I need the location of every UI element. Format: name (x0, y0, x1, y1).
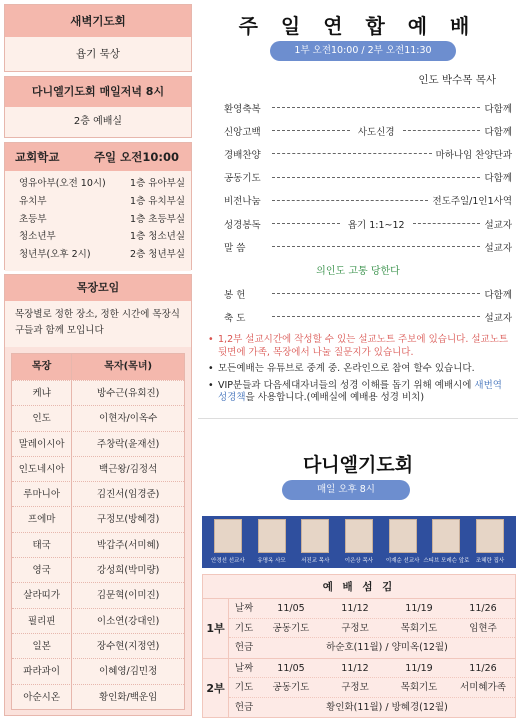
speaker-name: 안경선 선교사 (211, 558, 245, 564)
daniel-time-badge: 매일 오후 8시 (282, 480, 410, 500)
mokjang-leader: 이현자/이옥수 (71, 406, 184, 430)
school-row (19, 228, 185, 246)
note-item: • 1,2부 설교시간에 작성할 수 있는 설교노트 주보에 있습니다. 설교노트 뒷면에 가족, 목장에서 나눌 질문지가 있습니다. (208, 334, 514, 359)
order-item (224, 142, 512, 165)
school-row (19, 211, 185, 229)
school-room: 1층 유치부실 (130, 195, 185, 207)
mokjang-table (11, 353, 185, 710)
order-item (224, 119, 512, 142)
table-row (12, 633, 184, 658)
order-by: 전도주일/1인1사역 (432, 196, 512, 208)
schedule-date: 11/19 (405, 662, 433, 674)
header-mokjang: 목장 (12, 354, 71, 380)
mokjang-leader: 구정모(방혜경) (71, 507, 184, 531)
schedule-groups (203, 599, 515, 718)
mokjang-name: 말레이시아 (18, 438, 65, 450)
mokjang-leader: 이혜영/김민정 (71, 659, 184, 683)
schedule-rows (229, 599, 515, 658)
schedule-date: 11/05 (277, 662, 305, 674)
speaker-portrait (345, 519, 373, 553)
mokjang-name: 인도네시아 (18, 463, 65, 475)
church-school-section (4, 142, 192, 270)
order-by: 다함께 (484, 126, 512, 138)
order-leader-line (272, 293, 480, 294)
order-item (224, 235, 512, 258)
speaker-photo (341, 518, 377, 566)
row-label: 헌금 (234, 642, 254, 653)
mokjang-name: 케냐 (32, 388, 51, 399)
speaker-photo (385, 518, 421, 566)
table-row (12, 684, 184, 709)
dawn-prayer-title: 새벽기도회 (5, 5, 191, 37)
order-item (224, 212, 512, 235)
header-leader: 목자(목녀) (71, 354, 184, 380)
order-label: 성경봉독 (224, 219, 261, 231)
school-row (19, 193, 185, 211)
order-detail: 사도신경 (357, 126, 395, 138)
order-item (224, 96, 512, 119)
order-by: 마하나임 찬양단과 (435, 149, 512, 161)
mokjang-table-header (12, 354, 184, 380)
sermon-title: 의인도 고통 당한다 (316, 266, 400, 277)
church-school-header (5, 143, 191, 171)
left-column (4, 4, 192, 716)
note-text (218, 380, 514, 405)
mokjang-leader: 황인화/백운임 (71, 685, 184, 709)
schedule-offering: 하순호(11월) / 양미옥(12월) (326, 642, 448, 653)
speaker-photo (210, 518, 246, 566)
table-row (12, 658, 184, 683)
note-item: • 모든예배는 유튜브로 중계 중. 온라인으로 참여 할수 있습니다. (208, 363, 475, 374)
row-label: 기도 (234, 682, 254, 693)
daniel-evening-section (4, 76, 192, 138)
dawn-prayer-body: 욥기 묵상 (5, 37, 191, 71)
speaker-portrait (476, 519, 504, 553)
schedule-offering-row (229, 638, 515, 658)
note-text-highlight: 새번역 성경책 (218, 379, 502, 403)
mokjang-leader: 주창락(윤재선) (71, 432, 184, 456)
order-by: 다함께 (484, 173, 512, 185)
order-leader-line (413, 223, 481, 224)
mokjang-name: 인도 (32, 413, 51, 425)
mokjang-leader: 방수근(유회진) (71, 381, 184, 405)
order-leader-line (272, 316, 480, 317)
mokjang-name: 필리핀 (27, 615, 56, 627)
schedule-group (203, 599, 515, 659)
school-row (19, 246, 185, 264)
worship-order-list-2 (224, 282, 512, 328)
church-school-time: 주일 오전10:00 (93, 150, 179, 164)
order-label: 비전나눔 (224, 196, 261, 208)
school-row (19, 175, 185, 193)
schedule-prayer: 목회기도 (400, 682, 438, 693)
order-item (224, 305, 512, 328)
note-text: 1,2부 설교시간에 작성할 수 있는 설교노트 주보에 있습니다. 설교노트 뒷면에 가족, 목장에서 나눌 질문지가 있습니다. (218, 334, 509, 358)
order-item (224, 189, 512, 212)
order-label: 경배찬양 (224, 149, 261, 161)
speaker-photo (423, 518, 470, 566)
table-row (12, 405, 184, 430)
school-room: 1층 초등부실 (130, 213, 185, 225)
schedule-title: 예 배 섬 김 (203, 575, 515, 599)
school-dept: 초등부 (19, 213, 47, 225)
row-label: 기도 (234, 622, 254, 634)
worship-service-schedule (202, 574, 516, 718)
table-row (12, 506, 184, 531)
schedule-group (203, 659, 515, 719)
order-by: 다함께 (484, 103, 512, 115)
order-leader-line (272, 200, 428, 201)
speaker-name: 유명옥 사모 (257, 558, 286, 564)
school-dept: 청년부(오후 2시) (19, 249, 91, 261)
order-item (224, 282, 512, 305)
church-school-rows (5, 171, 191, 271)
schedule-prayer: 공동기도 (272, 622, 310, 634)
schedule-prayer-row (229, 619, 515, 639)
note-item: • VIP분들과 다음세대자녀들의 성경 이해를 돕기 위해 예배시에 새번역 성경책을 사용합니다.(예배실에 예배용 성경 비치) (208, 380, 514, 405)
order-leader-line (272, 223, 340, 224)
speaker-photo (472, 518, 508, 566)
daniel-evening-body: 2층 예배실 (5, 107, 191, 137)
mokjang-title: 목장모임 (5, 275, 191, 301)
table-row (12, 557, 184, 582)
worship-leader: 인도 박수목 목사 (418, 74, 496, 86)
worship-order-list (224, 96, 512, 258)
mokjang-name: 살라띠가 (23, 590, 61, 602)
mokjang-leader: 김진서(임경준) (71, 482, 184, 506)
speaker-name: 서진교 목사 (301, 558, 330, 564)
schedule-prayer: 목회기도 (400, 622, 438, 634)
school-room: 2층 청년부실 (130, 249, 185, 261)
schedule-date: 11/12 (341, 603, 369, 614)
speaker-portrait (301, 519, 329, 553)
mokjang-name: 아순시온 (23, 691, 61, 703)
schedule-date: 11/26 (469, 603, 497, 614)
speaker-portrait (258, 519, 286, 553)
school-room: 1층 청소년실 (130, 231, 185, 243)
schedule-part: 2부 (203, 659, 229, 718)
table-row (12, 582, 184, 607)
speaker-photo (254, 518, 290, 566)
mokjang-name: 루마니아 (23, 489, 61, 501)
order-leader-line (403, 130, 481, 131)
section-divider (198, 418, 518, 419)
worship-times-badge: 1부 오전10:00 / 2부 오전11:30 (270, 41, 456, 61)
table-row (12, 456, 184, 481)
school-room: 1층 유아부실 (130, 178, 185, 189)
row-label: 날짜 (234, 662, 254, 674)
order-label: 축 도 (224, 312, 246, 324)
schedule-prayer: 서미혜가족 (460, 682, 506, 693)
mokjang-description: 목장별로 정한 장소, 정한 시간에 목장식구들과 함께 모입니다 (5, 301, 191, 347)
schedule-prayer: 구정모 (341, 682, 369, 693)
schedule-date-row (229, 659, 515, 679)
mokjang-table-body (12, 380, 184, 709)
order-by: 설교자 (484, 312, 512, 324)
order-label: 신앙고백 (224, 126, 261, 138)
speaker-name: 스티브 모레슨 앞로 (423, 558, 470, 564)
table-row (12, 532, 184, 557)
schedule-prayer: 구정모 (341, 622, 369, 634)
mokjang-leader: 김문혁(이미진) (71, 583, 184, 607)
speaker-portrait (432, 519, 460, 553)
mokjang-section (4, 274, 192, 716)
order-label: 공동기도 (224, 173, 261, 185)
order-label: 봉 헌 (224, 289, 246, 301)
schedule-date: 11/05 (277, 603, 305, 614)
mokjang-leader: 장수현(지정연) (71, 634, 184, 658)
schedule-date: 11/19 (405, 603, 433, 614)
mokjang-leader: 박갑주(서미혜) (71, 533, 184, 557)
speaker-portrait (214, 519, 242, 553)
order-item (224, 166, 512, 189)
schedule-prayer: 공동기도 (272, 682, 310, 693)
speaker-name: 이재순 선교사 (385, 558, 420, 564)
order-detail: 욥기 1:1~12 (347, 219, 405, 231)
worship-title: 주 일 연 합 예 배 (238, 14, 478, 38)
mokjang-name: 영국 (32, 565, 51, 577)
school-dept: 청소년부 (19, 231, 56, 243)
right-column (198, 0, 518, 720)
speaker-photo (297, 518, 333, 566)
table-row (12, 608, 184, 633)
note-text: 모든예배는 유튜브로 중계 중. 온라인으로 참여 할수 있습니다. (218, 363, 475, 374)
order-leader-line (272, 130, 350, 131)
mokjang-leader: 백근왕/김정석 (71, 457, 184, 481)
order-by: 설교자 (484, 242, 512, 254)
row-label: 헌금 (234, 701, 254, 713)
mokjang-name: 태국 (32, 539, 51, 551)
schedule-offering: 황인화(11월) / 방혜경(12월) (326, 701, 448, 713)
row-label: 날짜 (234, 603, 254, 614)
schedule-date: 11/12 (341, 662, 369, 674)
order-label: 말 씀 (224, 242, 246, 254)
speaker-photo-strip (202, 516, 516, 568)
school-dept: 영유아부(오전 10시) (19, 178, 106, 189)
order-leader-line (272, 153, 432, 154)
speaker-name: 조혜란 집사 (475, 558, 505, 564)
worship-notes (208, 334, 514, 409)
mokjang-name: 파라과이 (23, 666, 61, 678)
order-by: 설교자 (484, 219, 512, 231)
order-leader-line (272, 246, 480, 247)
schedule-offering-row (229, 698, 515, 718)
table-row (12, 380, 184, 405)
order-leader-line (272, 177, 480, 178)
mokjang-leader: 이소연(강대인) (71, 609, 184, 633)
schedule-prayer: 임현주 (469, 622, 497, 634)
note-text-post: 을 사용합니다.(예배실에 예배용 성경 비치) (245, 392, 425, 403)
schedule-rows (229, 659, 515, 718)
table-row (12, 481, 184, 506)
schedule-part: 1부 (203, 599, 229, 658)
schedule-date: 11/26 (469, 662, 497, 674)
order-by: 다함께 (484, 289, 512, 301)
daniel-title: 다니엘기도회 (302, 454, 414, 476)
schedule-date-row (229, 599, 515, 619)
dawn-prayer-section (4, 4, 192, 72)
mokjang-name: 일본 (32, 640, 51, 652)
daniel-evening-title: 다니엘기도회 매일저녁 8시 (5, 77, 191, 107)
note-text-pre: VIP분들과 다음세대자녀들의 성경 이해를 돕기 위해 예배시에 (218, 379, 475, 391)
speaker-name: 이은상 목사 (344, 558, 374, 564)
order-label: 환영축복 (224, 103, 261, 115)
mokjang-name: 프에마 (27, 514, 56, 526)
school-dept: 유치부 (19, 195, 47, 207)
mokjang-leader: 강성희(박미량) (71, 558, 184, 582)
church-school-title: 교회학교 (15, 150, 60, 164)
table-row (12, 431, 184, 456)
order-leader-line (272, 107, 480, 108)
speaker-portrait (389, 519, 417, 553)
schedule-prayer-row (229, 678, 515, 698)
